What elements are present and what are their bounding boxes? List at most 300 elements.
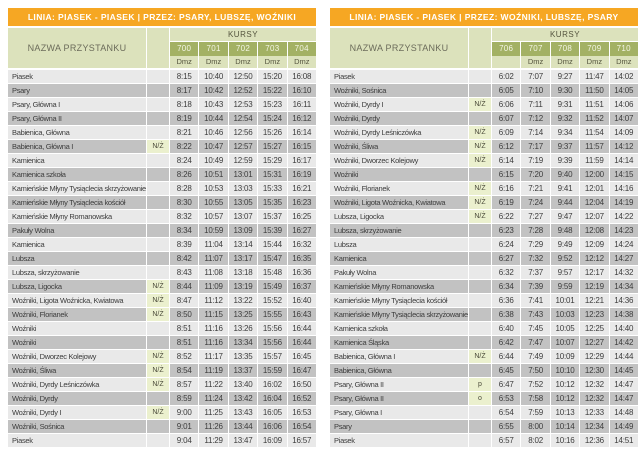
- departure-time: 16:04: [258, 392, 286, 405]
- departure-time: 6:47: [492, 378, 520, 391]
- course-number: 710: [610, 42, 638, 56]
- departure-time: 10:03: [551, 308, 579, 321]
- departure-time: 8:59: [170, 392, 198, 405]
- departure-time: 12:07: [580, 210, 608, 223]
- departure-time: 8:30: [170, 196, 198, 209]
- stop-marker: [469, 420, 491, 433]
- stop-name: Woźniki, Ligota Woźnicka, Kwiatowa: [8, 294, 146, 307]
- departure-time: 9:57: [551, 266, 579, 279]
- stop-marker: N/Ż: [469, 196, 491, 209]
- stop-marker: N/Ż: [469, 210, 491, 223]
- day-code: Dmz: [551, 56, 579, 68]
- day-code-row: [170, 56, 316, 68]
- table-row: [8, 308, 316, 321]
- departure-time: 12:50: [229, 70, 257, 83]
- stop-name: Woźniki, Sośnica: [330, 84, 468, 97]
- stop-name: Kamienica: [330, 252, 468, 265]
- departure-time: 9:41: [551, 182, 579, 195]
- departure-time: 12:56: [229, 126, 257, 139]
- departure-time: 12:01: [580, 182, 608, 195]
- departure-time: 6:42: [492, 336, 520, 349]
- stop-name: Woźniki, Dworzec Kolejowy: [330, 154, 468, 167]
- departure-time: 14:38: [610, 308, 638, 321]
- departure-time: 15:56: [258, 336, 286, 349]
- departure-time: 12:32: [580, 378, 608, 391]
- departure-time: 16:44: [288, 336, 316, 349]
- departure-time: 9:44: [551, 196, 579, 209]
- departure-time: 12:59: [229, 154, 257, 167]
- stop-name-column-header: NAZWA PRZYSTANKU: [8, 28, 146, 68]
- stop-name: Kamieńskie Młyny Tysiąclecia skrzyżowanie: [8, 182, 146, 195]
- departure-time: 10:49: [199, 154, 227, 167]
- departure-time: 14:49: [610, 420, 638, 433]
- departure-time: 16:21: [288, 182, 316, 195]
- departure-time: 6:32: [492, 266, 520, 279]
- course-number: 703: [258, 42, 286, 56]
- departure-time: 16:40: [288, 294, 316, 307]
- departure-time: 13:14: [229, 238, 257, 251]
- departure-time: 10:13: [551, 406, 579, 419]
- departure-time: 15:57: [258, 350, 286, 363]
- departure-time: 7:41: [521, 294, 549, 307]
- table-row: [8, 406, 316, 419]
- day-code: [492, 56, 520, 68]
- departure-time: 14:14: [610, 154, 638, 167]
- departure-time: 16:32: [288, 238, 316, 251]
- departure-time: 14:23: [610, 224, 638, 237]
- stop-name: Babienica, Główna: [8, 126, 146, 139]
- table-row: [8, 140, 316, 153]
- stop-marker: N/Ż: [469, 350, 491, 363]
- table-row: [330, 294, 638, 307]
- table-header: [8, 28, 316, 68]
- departure-time: 16:23: [288, 196, 316, 209]
- table-row: [330, 238, 638, 251]
- departure-time: 13:05: [229, 196, 257, 209]
- departure-time: 8:51: [170, 322, 198, 335]
- departure-time: 16:47: [288, 364, 316, 377]
- departure-time: 7:21: [521, 182, 549, 195]
- table-row: [330, 182, 638, 195]
- departure-time: 7:43: [521, 308, 549, 321]
- departure-time: 16:09: [258, 434, 286, 447]
- stop-name: Kamieńskie Młyny Tysiąclecia skrzyżowanie: [330, 308, 468, 321]
- departure-time: 14:09: [610, 126, 638, 139]
- departure-time: 16:27: [288, 224, 316, 237]
- departure-time: 11:52: [580, 112, 608, 125]
- table-row: [330, 266, 638, 279]
- stop-marker: N/Ż: [147, 378, 169, 391]
- day-code: Dmz: [580, 56, 608, 68]
- departure-time: 15:39: [258, 224, 286, 237]
- stop-name: Woźniki, Śliwa: [330, 140, 468, 153]
- stop-marker: [469, 168, 491, 181]
- departure-time: 9:32: [551, 112, 579, 125]
- departure-time: 12:57: [229, 140, 257, 153]
- stop-marker: [147, 210, 169, 223]
- departure-time: 6:06: [492, 98, 520, 111]
- stop-name: Woźniki, Dyrdy I: [330, 98, 468, 111]
- departure-time: 6:53: [492, 392, 520, 405]
- stop-name-column-header: NAZWA PRZYSTANKU: [330, 28, 468, 68]
- departure-time: 13:09: [229, 224, 257, 237]
- departure-time: 13:19: [229, 280, 257, 293]
- table-row: [330, 140, 638, 153]
- stop-marker: [469, 308, 491, 321]
- table-row: [8, 210, 316, 223]
- departure-time: 8:17: [170, 84, 198, 97]
- departure-time: 7:17: [521, 140, 549, 153]
- departure-time: 6:27: [492, 252, 520, 265]
- departure-time: 13:03: [229, 182, 257, 195]
- table-row: [8, 238, 316, 251]
- departure-time: 11:50: [580, 84, 608, 97]
- stop-marker: N/Ż: [147, 294, 169, 307]
- departure-time: 16:05: [258, 406, 286, 419]
- stop-marker: [147, 266, 169, 279]
- departure-time: 8:21: [170, 126, 198, 139]
- stop-marker: [469, 336, 491, 349]
- departure-time: 6:44: [492, 350, 520, 363]
- departure-time: 12:33: [580, 406, 608, 419]
- departure-time: 14:44: [610, 350, 638, 363]
- departure-time: 13:25: [229, 308, 257, 321]
- departure-time: 15:24: [258, 112, 286, 125]
- departure-time: 7:29: [521, 238, 549, 251]
- departure-time: 16:15: [288, 140, 316, 153]
- table-row: [8, 126, 316, 139]
- departure-time: 15:48: [258, 266, 286, 279]
- stop-marker: [469, 238, 491, 251]
- departure-time: 10:44: [199, 112, 227, 125]
- departure-time: 16:45: [288, 350, 316, 363]
- departure-time: 6:15: [492, 168, 520, 181]
- departure-time: 14:51: [610, 434, 638, 447]
- stop-name: Woźniki: [8, 322, 146, 335]
- departure-time: 9:49: [551, 238, 579, 251]
- departure-time: 14:42: [610, 336, 638, 349]
- departure-time: 12:00: [580, 168, 608, 181]
- departure-time: 16:54: [288, 420, 316, 433]
- departure-time: 16:10: [288, 84, 316, 97]
- departure-time: 8:18: [170, 98, 198, 111]
- departure-time: 14:32: [610, 266, 638, 279]
- departure-time: 14:05: [610, 84, 638, 97]
- departure-time: 11:47: [580, 70, 608, 83]
- stop-name: Kamienica: [8, 154, 146, 167]
- table-row: [8, 350, 316, 363]
- table-row: [8, 364, 316, 377]
- table-title: LINIA: PIASEK - PIASEK | PRZEZ: WOŹNIKI, LUBSZĘ, PSARY: [330, 8, 638, 26]
- stop-name: Woźniki, Ligota Woźnicka, Kwiatowa: [330, 196, 468, 209]
- table-row: [330, 406, 638, 419]
- departure-time: 11:22: [199, 378, 227, 391]
- table-row: [8, 112, 316, 125]
- stop-marker: [469, 364, 491, 377]
- departure-time: 9:39: [551, 154, 579, 167]
- departure-time: 12:12: [580, 252, 608, 265]
- departure-time: 13:37: [229, 364, 257, 377]
- stop-marker: [147, 84, 169, 97]
- table-row: [330, 280, 638, 293]
- departure-time: 10:16: [551, 434, 579, 447]
- departure-time: 11:09: [199, 280, 227, 293]
- stop-marker: [469, 84, 491, 97]
- stop-marker: p: [469, 378, 491, 391]
- departure-time: 9:59: [551, 280, 579, 293]
- stop-name: Psary, Główna II: [330, 392, 468, 405]
- timetable-left: [8, 8, 316, 448]
- departure-time: 7:50: [521, 364, 549, 377]
- departure-time: 15:44: [258, 238, 286, 251]
- stop-name: Psary, Główna II: [330, 378, 468, 391]
- departure-time: 7:11: [521, 98, 549, 111]
- course-number: 701: [199, 42, 227, 56]
- stop-name: Psary, Główna I: [8, 98, 146, 111]
- table-body: [330, 70, 638, 447]
- departure-time: 9:01: [170, 420, 198, 433]
- day-code: Dmz: [199, 56, 227, 68]
- stop-name: Piasek: [330, 434, 468, 447]
- marker-column-header: [469, 28, 491, 68]
- table-row: [330, 392, 638, 405]
- table-title: LINIA: PIASEK - PIASEK | PRZEZ: PSARY, LUBSZĘ, WOŹNIKI: [8, 8, 316, 26]
- departure-time: 14:24: [610, 238, 638, 251]
- table-row: [8, 196, 316, 209]
- table-row: [330, 224, 638, 237]
- departure-time: 10:57: [199, 210, 227, 223]
- departure-time: 7:20: [521, 168, 549, 181]
- table-row: [8, 336, 316, 349]
- departure-time: 15:56: [258, 322, 286, 335]
- stop-name: Woźniki, Sośnica: [8, 420, 146, 433]
- day-code: Dmz: [258, 56, 286, 68]
- departure-time: 8:50: [170, 308, 198, 321]
- table-row: [8, 294, 316, 307]
- departure-time: 10:55: [199, 196, 227, 209]
- departure-time: 7:27: [521, 210, 549, 223]
- departure-time: 14:07: [610, 112, 638, 125]
- departure-time: 13:17: [229, 252, 257, 265]
- departure-time: 15:49: [258, 280, 286, 293]
- departure-time: 12:30: [580, 364, 608, 377]
- departure-time: 10:53: [199, 182, 227, 195]
- departure-time: 11:57: [580, 140, 608, 153]
- departure-time: 15:33: [258, 182, 286, 195]
- departure-time: 13:26: [229, 322, 257, 335]
- departure-time: 14:19: [610, 196, 638, 209]
- table-row: [8, 154, 316, 167]
- stop-marker: [147, 252, 169, 265]
- stop-marker: [469, 224, 491, 237]
- departure-time: 7:52: [521, 378, 549, 391]
- table-row: [330, 322, 638, 335]
- stop-name: Pakuły Wolna: [330, 266, 468, 279]
- stop-marker: [469, 434, 491, 447]
- table-header: [330, 28, 638, 68]
- courses-header: [170, 28, 316, 68]
- marker-column-header: [147, 28, 169, 68]
- departure-time: 11:16: [199, 322, 227, 335]
- departure-time: 8:57: [170, 378, 198, 391]
- departure-time: 6:07: [492, 112, 520, 125]
- table-row: [330, 308, 638, 321]
- departure-time: 10:51: [199, 168, 227, 181]
- departure-time: 16:17: [288, 154, 316, 167]
- stop-name: Psary, Główna II: [8, 112, 146, 125]
- departure-time: 14:06: [610, 98, 638, 111]
- departure-time: 16:44: [288, 322, 316, 335]
- departure-time: 6:22: [492, 210, 520, 223]
- departure-time: 16:11: [288, 98, 316, 111]
- departure-time: 14:40: [610, 322, 638, 335]
- departure-time: 6:12: [492, 140, 520, 153]
- departure-time: 8:24: [170, 154, 198, 167]
- departure-time: 10:42: [199, 84, 227, 97]
- departure-time: 6:55: [492, 420, 520, 433]
- table-row: [8, 378, 316, 391]
- stop-name: Lubsza: [8, 252, 146, 265]
- departure-time: 11:07: [199, 252, 227, 265]
- table-row: [8, 98, 316, 111]
- stop-marker: [147, 392, 169, 405]
- departure-time: 15:26: [258, 126, 286, 139]
- departure-time: 9:31: [551, 98, 579, 111]
- departure-time: 11:29: [199, 434, 227, 447]
- table-row: [330, 336, 638, 349]
- stop-name: Piasek: [8, 434, 146, 447]
- stop-name: Lubsza, skrzyżowanie: [8, 266, 146, 279]
- day-code-row: [492, 56, 638, 68]
- departure-time: 10:40: [199, 70, 227, 83]
- departure-time: 11:12: [199, 294, 227, 307]
- departure-time: 15:55: [258, 308, 286, 321]
- departure-time: 9:27: [551, 70, 579, 83]
- table-row: [8, 224, 316, 237]
- stop-marker: [147, 322, 169, 335]
- departure-time: 14:27: [610, 252, 638, 265]
- departure-time: 16:19: [288, 168, 316, 181]
- departure-time: 14:45: [610, 364, 638, 377]
- departure-time: 12:23: [580, 308, 608, 321]
- departure-time: 7:58: [521, 392, 549, 405]
- departure-time: 6:02: [492, 70, 520, 83]
- table-row: [8, 70, 316, 83]
- departure-time: 12:52: [229, 84, 257, 97]
- departure-time: 6:05: [492, 84, 520, 97]
- stop-marker: [469, 266, 491, 279]
- departure-time: 16:53: [288, 406, 316, 419]
- stop-name: Babienica, Główna I: [330, 350, 468, 363]
- departure-time: 6:36: [492, 294, 520, 307]
- departure-time: 11:17: [199, 350, 227, 363]
- stop-name: Kamieńskie Młyny Romanowska: [8, 210, 146, 223]
- departure-time: 8:51: [170, 336, 198, 349]
- stop-name: Lubsza, Ligocka: [330, 210, 468, 223]
- departure-time: 7:28: [521, 224, 549, 237]
- departure-time: 13:40: [229, 378, 257, 391]
- table-row: [330, 252, 638, 265]
- stop-marker: N/Ż: [147, 350, 169, 363]
- departure-time: 14:16: [610, 182, 638, 195]
- departure-time: 8:00: [521, 420, 549, 433]
- table-row: [330, 378, 638, 391]
- stop-marker: [147, 98, 169, 111]
- table-row: [330, 210, 638, 223]
- departure-time: 11:08: [199, 266, 227, 279]
- departure-time: 10:59: [199, 224, 227, 237]
- departure-time: 13:18: [229, 266, 257, 279]
- stop-name: Woźniki, Śliwa: [8, 364, 146, 377]
- stop-name: Woźniki, Florianek: [330, 182, 468, 195]
- stop-marker: [469, 406, 491, 419]
- stop-marker: [147, 126, 169, 139]
- stop-marker: [147, 154, 169, 167]
- stop-name: Woźniki, Dworzec Kolejowy: [8, 350, 146, 363]
- stop-name: Woźniki, Dyrdy: [330, 112, 468, 125]
- stop-marker: N/Ż: [147, 140, 169, 153]
- departure-time: 16:57: [288, 434, 316, 447]
- departure-time: 8:26: [170, 168, 198, 181]
- stop-name: Kamienica: [8, 238, 146, 251]
- departure-time: 6:34: [492, 280, 520, 293]
- stop-marker: N/Ż: [147, 280, 169, 293]
- departure-time: 10:43: [199, 98, 227, 111]
- departure-time: 7:10: [521, 84, 549, 97]
- departure-time: 8:39: [170, 238, 198, 251]
- departure-time: 6:40: [492, 322, 520, 335]
- day-code: Dmz: [229, 56, 257, 68]
- stop-name: Lubsza, skrzyżowanie: [330, 224, 468, 237]
- departure-time: 9:48: [551, 224, 579, 237]
- departure-time: 9:00: [170, 406, 198, 419]
- table-row: [330, 154, 638, 167]
- stop-marker: [147, 70, 169, 83]
- stop-name: Woźniki, Dyrdy: [8, 392, 146, 405]
- departure-time: 8:52: [170, 350, 198, 363]
- stop-name: Pakuły Wolna: [8, 224, 146, 237]
- departure-time: 13:42: [229, 392, 257, 405]
- departure-time: 7:12: [521, 112, 549, 125]
- departure-time: 6:54: [492, 406, 520, 419]
- departure-time: 15:52: [258, 294, 286, 307]
- departure-time: 7:59: [521, 406, 549, 419]
- stop-marker: N/Ż: [469, 154, 491, 167]
- table-row: [330, 196, 638, 209]
- departure-time: 16:14: [288, 126, 316, 139]
- course-number: 708: [551, 42, 579, 56]
- stop-name: Woźniki: [330, 168, 468, 181]
- table-row: [8, 280, 316, 293]
- course-number: 709: [580, 42, 608, 56]
- departure-time: 14:34: [610, 280, 638, 293]
- departure-time: 13:43: [229, 406, 257, 419]
- departure-time: 16:43: [288, 308, 316, 321]
- departure-time: 7:19: [521, 154, 549, 167]
- departure-time: 11:19: [199, 364, 227, 377]
- course-number: 707: [521, 42, 549, 56]
- stop-marker: [147, 434, 169, 447]
- day-code: Dmz: [170, 56, 198, 68]
- departure-time: 11:26: [199, 420, 227, 433]
- departure-time: 9:34: [551, 126, 579, 139]
- departure-time: 14:15: [610, 168, 638, 181]
- table-row: [330, 420, 638, 433]
- course-number: 704: [288, 42, 316, 56]
- departure-time: 10:09: [551, 350, 579, 363]
- departure-time: 13:01: [229, 168, 257, 181]
- table-row: [330, 84, 638, 97]
